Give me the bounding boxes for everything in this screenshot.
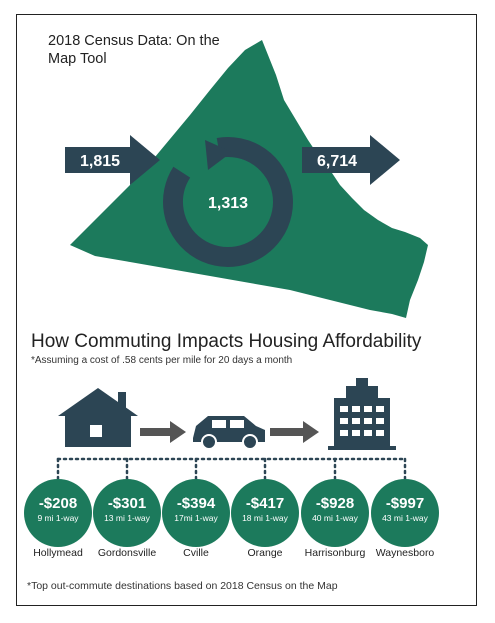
city-label-gordonsville: Gordonsville — [97, 547, 157, 559]
cost-distance: 17mi 1-way — [174, 513, 218, 523]
outbound-count: 6,714 — [316, 153, 358, 170]
cost-circle-orange — [231, 479, 299, 547]
city-label-waynesboro: Waynesboro — [375, 547, 435, 559]
cost-amount: -$997 — [385, 495, 425, 512]
cost-amount: -$394 — [176, 495, 216, 512]
car-to-building-arrow — [270, 421, 319, 443]
city-label-hollymead: Hollymead — [33, 547, 83, 559]
cost-distance: 18 mi 1-way — [242, 513, 288, 523]
footnote: *Top out-commute destinations based on 2018 Census on the Map — [27, 580, 338, 592]
city-label-harrisonburg: Harrisonburg — [304, 547, 366, 559]
internal-count: 1,313 — [207, 195, 249, 212]
cost-circle-hollymead — [24, 479, 92, 547]
cost-distance: 9 mi 1-way — [37, 513, 79, 523]
office-building-icon — [328, 378, 396, 450]
city-label-orange: Orange — [247, 547, 283, 559]
cost-circle-waynesboro — [371, 479, 439, 547]
cost-circle-gordonsville — [93, 479, 161, 547]
cost-amount: -$928 — [315, 495, 355, 512]
cost-amount: -$208 — [38, 495, 78, 512]
house-icon — [58, 388, 138, 447]
cost-amount: -$417 — [245, 495, 285, 512]
inbound-count: 1,815 — [79, 153, 121, 170]
map-title: 2018 Census Data: On the Map Tool — [48, 33, 220, 67]
cost-assumption-note: *Assuming a cost of .58 cents per mile for 20 days a month — [31, 355, 293, 366]
city-label-cville: Cville — [183, 547, 209, 559]
section-heading: How Commuting Impacts Housing Affordability — [31, 331, 422, 352]
cost-distance: 13 mi 1-way — [104, 513, 150, 523]
cost-distance: 43 mi 1-way — [382, 513, 428, 523]
cost-distance: 40 mi 1-way — [312, 513, 358, 523]
car-icon — [193, 416, 265, 449]
cost-circle-harrisonburg — [301, 479, 369, 547]
house-to-car-arrow — [140, 421, 186, 443]
cost-amount: -$301 — [107, 495, 147, 512]
cost-circle-cville — [162, 479, 230, 547]
